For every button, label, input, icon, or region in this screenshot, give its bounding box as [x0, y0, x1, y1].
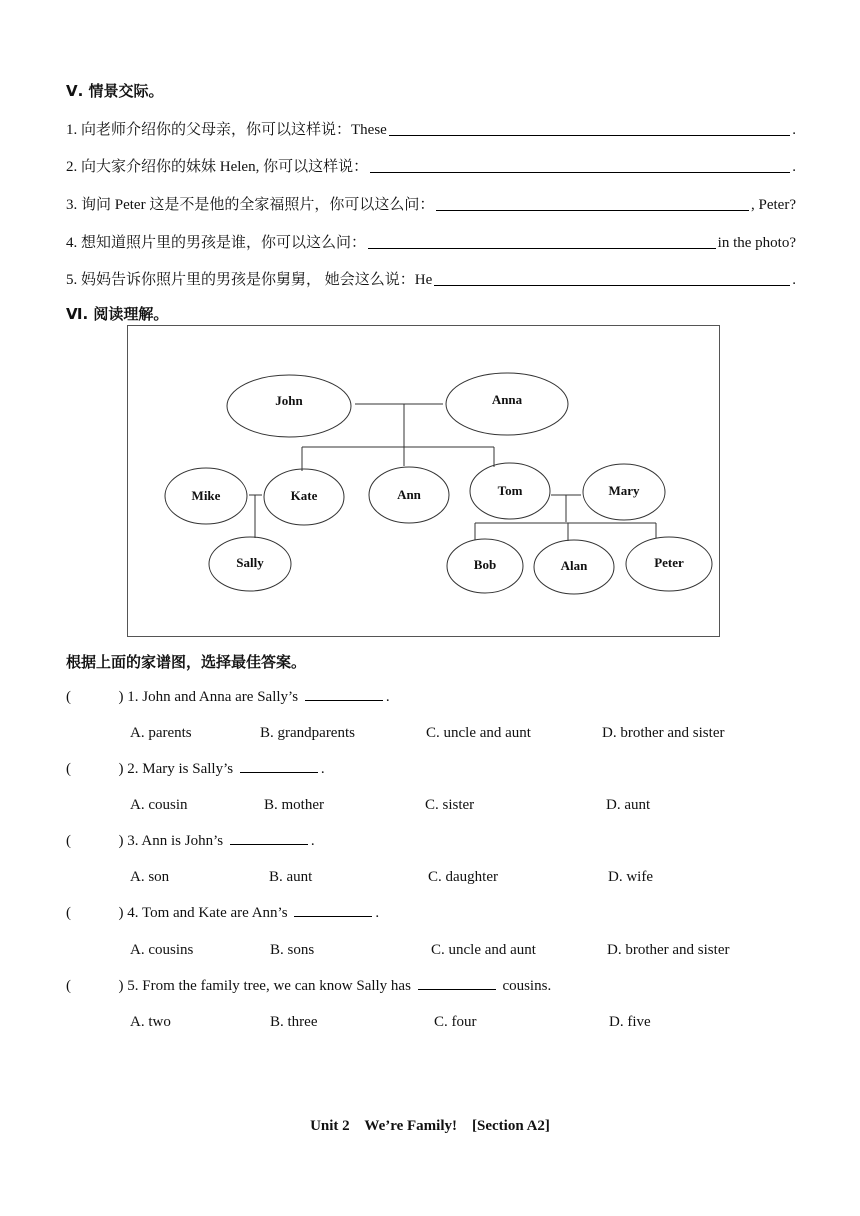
question-5 — [66, 978, 551, 995]
label-tom: Tom — [497, 483, 523, 498]
option-b[interactable]: B. sons — [270, 942, 315, 958]
item-tail: in the photo? — [717, 235, 796, 251]
answer-blank[interactable] — [370, 171, 790, 173]
page-footer: Unit 2 We’re Family! [Section A2] — [310, 1118, 550, 1134]
item-tail: , Peter? — [751, 197, 796, 213]
question-stem-end: . — [375, 905, 380, 921]
item-text: 1. 向老师介绍你的父母亲，你可以这样说：These — [66, 122, 387, 138]
answer-blank[interactable] — [368, 247, 716, 249]
option-b[interactable]: B. grandparents — [260, 725, 355, 741]
label-ann: Ann — [397, 487, 421, 502]
option-d[interactable]: D. brother and sister — [602, 725, 725, 741]
stem-blank — [418, 988, 496, 990]
question-stem-end: . — [320, 761, 325, 777]
question-stem: ) 2. Mary is Sally’s — [118, 761, 234, 777]
option-d[interactable]: D. aunt — [606, 797, 651, 813]
item-tail: . — [792, 122, 796, 138]
option-a[interactable]: A. two — [130, 1014, 171, 1030]
paren-open: ( — [66, 689, 71, 705]
question-stem-end: . — [310, 833, 315, 849]
paren-open: ( — [66, 833, 71, 849]
item-tail: . — [792, 272, 796, 288]
paren-open: ( — [66, 761, 71, 777]
stem-blank — [230, 843, 308, 845]
option-d[interactable]: D. brother and sister — [607, 942, 730, 958]
section6-title: Ⅵ. 阅读理解。 — [66, 305, 169, 323]
option-a[interactable]: A. cousin — [130, 797, 188, 813]
question-3 — [66, 833, 315, 850]
label-bob: Bob — [473, 557, 497, 572]
question-2 — [66, 761, 325, 778]
question-stem-end: cousins. — [502, 978, 552, 994]
section5-item-2 — [66, 154, 796, 176]
question-stem: ) 1. John and Anna are Sally’s — [118, 689, 299, 705]
item-text: 4. 想知道照片里的男孩是谁，你可以这么问： — [66, 235, 367, 251]
option-b[interactable]: B. three — [270, 1014, 318, 1030]
question-stem: ) 3. Ann is John’s — [118, 833, 224, 849]
option-c[interactable]: C. sister — [425, 797, 475, 813]
option-b[interactable]: B. mother — [264, 797, 324, 813]
option-b[interactable]: B. aunt — [269, 869, 313, 885]
item-text: 5. 妈妈告诉你照片里的男孩是你舅舅， 她会这么说：He — [66, 272, 433, 288]
option-d[interactable]: D. five — [609, 1014, 651, 1030]
label-kate: Kate — [290, 488, 318, 503]
option-c[interactable]: C. uncle and aunt — [426, 725, 531, 741]
option-a[interactable]: A. cousins — [130, 942, 194, 958]
family-tree-frame — [127, 325, 720, 637]
question-4 — [66, 905, 379, 922]
item-tail: . — [792, 159, 796, 175]
label-mary: Mary — [608, 483, 640, 498]
section5-item-5 — [66, 267, 796, 289]
question-stem-end: . — [385, 689, 390, 705]
option-c[interactable]: C. four — [434, 1014, 477, 1030]
label-mike: Mike — [191, 488, 221, 503]
question-1 — [66, 689, 390, 706]
section5-item-1 — [66, 117, 796, 139]
answer-blank[interactable] — [434, 284, 790, 286]
item-text: 3. 询问 Peter 这是不是他的全家福照片，你可以这么问： — [66, 197, 435, 213]
label-alan: Alan — [560, 558, 588, 573]
section5-title: Ⅴ. 情景交际。 — [66, 82, 164, 100]
option-c[interactable]: C. daughter — [428, 869, 498, 885]
stem-blank — [240, 771, 318, 773]
section5-item-3 — [66, 192, 796, 214]
paren-open: ( — [66, 905, 71, 921]
section6-instruction: 根据上面的家谱图，选择最佳答案。 — [66, 653, 307, 671]
answer-blank[interactable] — [436, 209, 749, 211]
option-d[interactable]: D. wife — [608, 869, 653, 885]
label-sally: Sally — [236, 555, 264, 570]
option-a[interactable]: A. parents — [130, 725, 192, 741]
label-john: John — [275, 393, 303, 408]
section5-item-4 — [66, 230, 796, 252]
question-stem: ) 5. From the family tree, we can know Sally has — [118, 978, 411, 994]
label-anna: Anna — [491, 392, 523, 407]
label-peter: Peter — [654, 555, 684, 570]
paren-open: ( — [66, 978, 71, 994]
stem-blank — [305, 699, 383, 701]
stem-blank — [294, 915, 372, 917]
family-tree-diagram — [128, 326, 721, 638]
item-text: 2. 向大家介绍你的妹妹 Helen, 你可以这样说： — [66, 159, 369, 175]
answer-blank[interactable] — [389, 134, 790, 136]
question-stem: ) 4. Tom and Kate are Ann’s — [118, 905, 288, 921]
option-a[interactable]: A. son — [130, 869, 170, 885]
option-c[interactable]: C. uncle and aunt — [431, 942, 536, 958]
